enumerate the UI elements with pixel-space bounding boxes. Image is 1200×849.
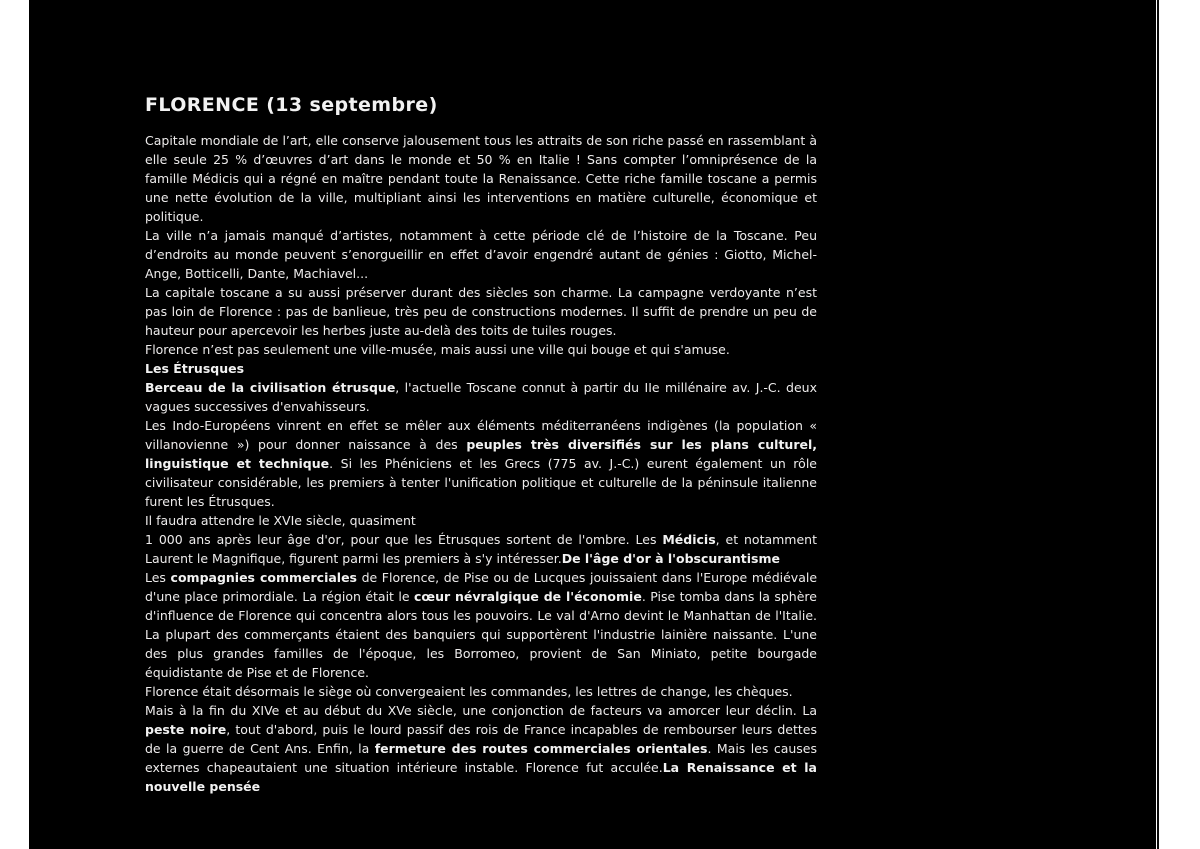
text-run: 1 000 ans après leur âge d'or, pour que les Étrusques sortent de l'ombre. Les — [145, 532, 663, 547]
text-run: . Mais les causes externes chapeautaient une situation intérieure instable. Florence fut acculée. — [145, 741, 818, 775]
text-column — [145, 92, 817, 796]
paragraph — [145, 530, 817, 568]
bold-text-run: compagnies commerciales — [170, 570, 357, 585]
text-run: . Pise tomba dans la sphère d'influence de Florence qui concentra alors tous les pouvoirs. Le val d'Arno devint le Manhattan de l'Italie. La plupart des commerçants étaient des banquiers qui supportèrent l'industrie lainière naissante. L'une des plus grandes familles de l'époque, les Borromeo, provient de San Miniato, petite bourgade équidistante de Pise et de Florence. — [145, 589, 817, 680]
paragraph — [145, 226, 817, 283]
paragraph — [145, 511, 817, 530]
text-run: , et notamment Laurent le Magnifique, figurent parmi les premiers à s'y intéresser. — [145, 532, 818, 566]
bold-text-run: Les Étrusques — [145, 361, 245, 376]
bold-text-run: cœur névralgique de l'économie — [413, 589, 642, 604]
paragraph — [145, 701, 817, 796]
document-body — [145, 131, 817, 796]
text-run: Les — [145, 570, 171, 585]
text-run: Il faudra attendre le XVIe siècle, quasiment — [145, 513, 416, 528]
paragraph — [145, 378, 817, 416]
text-run: Les Indo-Européens vinrent en effet se mêler aux éléments méditerranéens indigènes (la population « villanovienne ») pour donner naissance à des — [145, 418, 817, 452]
text-run: , tout d'abord, puis le lourd passif des rois de France incapables de rembourser leurs dettes de la guerre de Cent Ans. Enfin, la — [145, 722, 817, 756]
paragraph — [145, 416, 817, 511]
text-run: La ville n’a jamais manqué d’artistes, notamment à cette période clé de l’histoire de la Toscane. Peu d’endroits au monde peuvent s’enorgueillir en effet d’avoir engendré autant de génies : Giotto, Michel-Ange, Botticelli, Dante, Machiavel... — [145, 228, 817, 281]
text-run: Mais à la fin du XIVe et au début du XVe siècle, une conjonction de facteurs va amorcer leur déclin. La — [145, 703, 817, 718]
bold-text-run: Médicis — [662, 532, 716, 547]
paragraph — [145, 568, 817, 682]
bold-text-run: peuples très diversifiés sur les plans culturel, linguistique et technique — [145, 437, 818, 471]
text-run: Florence n’est pas seulement une ville-musée, mais aussi une ville qui bouge et qui s'amuse. — [145, 342, 730, 357]
paragraph — [145, 131, 817, 226]
bold-text-run: De l'âge d'or à l'obscurantisme — [561, 551, 780, 566]
bold-text-run: Berceau de la civilisation étrusque — [145, 380, 396, 395]
text-run: . Si les Phéniciens et les Grecs (775 av. J.-C.) eurent également un rôle civilisateur considérable, les premiers à tenter l'unification politique et culturelle de la péninsule italienne furent les Étrusques. — [145, 456, 817, 509]
text-run: de Florence, de Pise ou de Lucques jouissaient dans l'Europe médiévale d'une place primordiale. La région était le — [145, 570, 818, 604]
bold-text-run: La Renaissance et la nouvelle pensée — [145, 760, 817, 794]
bold-text-run: peste noire — [145, 722, 227, 737]
page-title: FLORENCE (13 septembre) — [145, 94, 438, 116]
paragraph — [145, 682, 817, 701]
bold-text-run: fermeture des routes commerciales orientales — [374, 741, 708, 756]
text-run: Florence était désormais le siège où convergeaient les commandes, les lettres de change, les chèques. — [145, 684, 793, 699]
text-run: La capitale toscane a su aussi préserver durant des siècles son charme. La campagne verdoyante n’est pas loin de Florence : pas de banlieue, très peu de constructions modernes. Il suffit de prendre un peu de hauteur pour apercevoir les herbes juste au-delà des toits de tuiles rouges. — [145, 285, 817, 338]
paragraph — [145, 283, 817, 340]
text-run: Capitale mondiale de l’art, elle conserve jalousement tous les attraits de son riche passé en rassemblant à elle seule 25 % d’œuvres d’art dans le monde et 50 % en Italie ! Sans compter l’omniprésence de la famille Médicis qui a régné en maître pendant toute la Renaissance. Cette riche famille toscane a permis une nette évolution de la ville, multipliant ainsi les interventions en matière culturelle, économique et politique. — [145, 133, 817, 224]
paragraph — [145, 359, 817, 378]
paragraph — [145, 340, 817, 359]
text-run: , l'actuelle Toscane connut à partir du IIe millénaire av. J.-C. deux vagues successives d'envahisseurs. — [145, 380, 817, 414]
black-content-panel — [29, 0, 1156, 849]
page-frame-border-line — [1157, 0, 1159, 849]
